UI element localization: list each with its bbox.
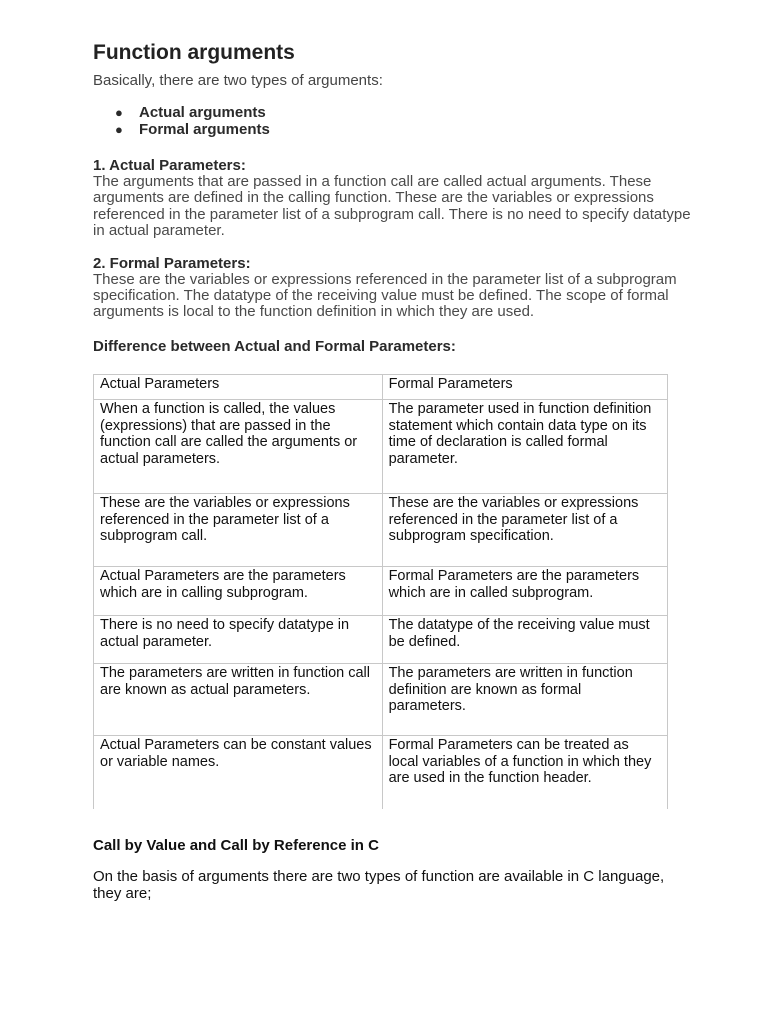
table-cell: The datatype of the receiving value must be defined. (382, 616, 667, 664)
table-cell: Actual Parameters are the parameters which are in calling subprogram. (94, 567, 383, 616)
call-by-value-body: On the basis of arguments there are two types of function are available in C language, they are; (93, 868, 665, 902)
table-cell: There is no need to specify datatype in actual parameter. (94, 616, 383, 664)
list-item (93, 104, 693, 121)
difference-heading: Difference between Actual and Formal Parameters: (93, 337, 456, 355)
table-row (94, 616, 668, 664)
actual-parameters-heading: 1. Actual Parameters: (93, 157, 246, 174)
formal-parameters-body: These are the variables or expressions referenced in the parameter list of a subprogram specification. The datatype of the receiving value must be defined. The scope of formal arguments is local to the function definition in which they are used. (93, 270, 677, 321)
intro-text: Basically, there are two types of arguments: (93, 72, 383, 89)
table-cell: The parameters are written in function definition are known as formal parameters. (382, 664, 667, 736)
bullet-icon: ● (115, 122, 123, 137)
comparison-table (93, 374, 668, 809)
table-cell: These are the variables or expressions referenced in the parameter list of a subprogram call. (94, 494, 383, 567)
table-row (94, 664, 668, 736)
table-row (94, 567, 668, 616)
list-item (93, 121, 693, 138)
table-cell: When a function is called, the values (expressions) that are passed in the function call are called the arguments or actual parameters. (94, 400, 383, 494)
bullet-icon: ● (115, 105, 123, 120)
table-cell: Actual Parameters can be constant values or variable names. (94, 736, 383, 809)
document-page (93, 40, 693, 355)
formal-parameters-heading: 2. Formal Parameters: (93, 254, 251, 272)
table-cell: The parameters are written in function call are known as actual parameters. (94, 664, 383, 736)
table-cell: Formal Parameters can be treated as local variables of a function in which they are used in the function header. (382, 736, 667, 809)
table-row (94, 494, 668, 567)
list-item-label: Actual arguments (139, 104, 266, 121)
argument-types-list (93, 104, 693, 138)
list-item-label: Formal arguments (139, 121, 270, 138)
table-row (94, 736, 668, 809)
call-by-value-heading: Call by Value and Call by Reference in C (93, 837, 379, 854)
table-header-cell: Actual Parameters (94, 375, 383, 400)
table-row (94, 400, 668, 494)
table-cell: The parameter used in function definition statement which contain data type on its time of declaration is called formal parameter. (382, 400, 667, 494)
table-header-cell: Formal Parameters (382, 375, 667, 400)
table-header-row (94, 375, 668, 400)
actual-parameters-body: The arguments that are passed in a function call are called actual arguments. These arguments are defined in the calling function. These are the variables or expressions referenced in the parameter list of a subprogram call. There is no need to specify datatype in actual parameter. (93, 173, 691, 240)
page-title: Function arguments (93, 41, 295, 64)
table-cell: These are the variables or expressions referenced in the parameter list of a subprogram specification. (382, 494, 667, 567)
table-cell: Formal Parameters are the parameters which are in called subprogram. (382, 567, 667, 616)
